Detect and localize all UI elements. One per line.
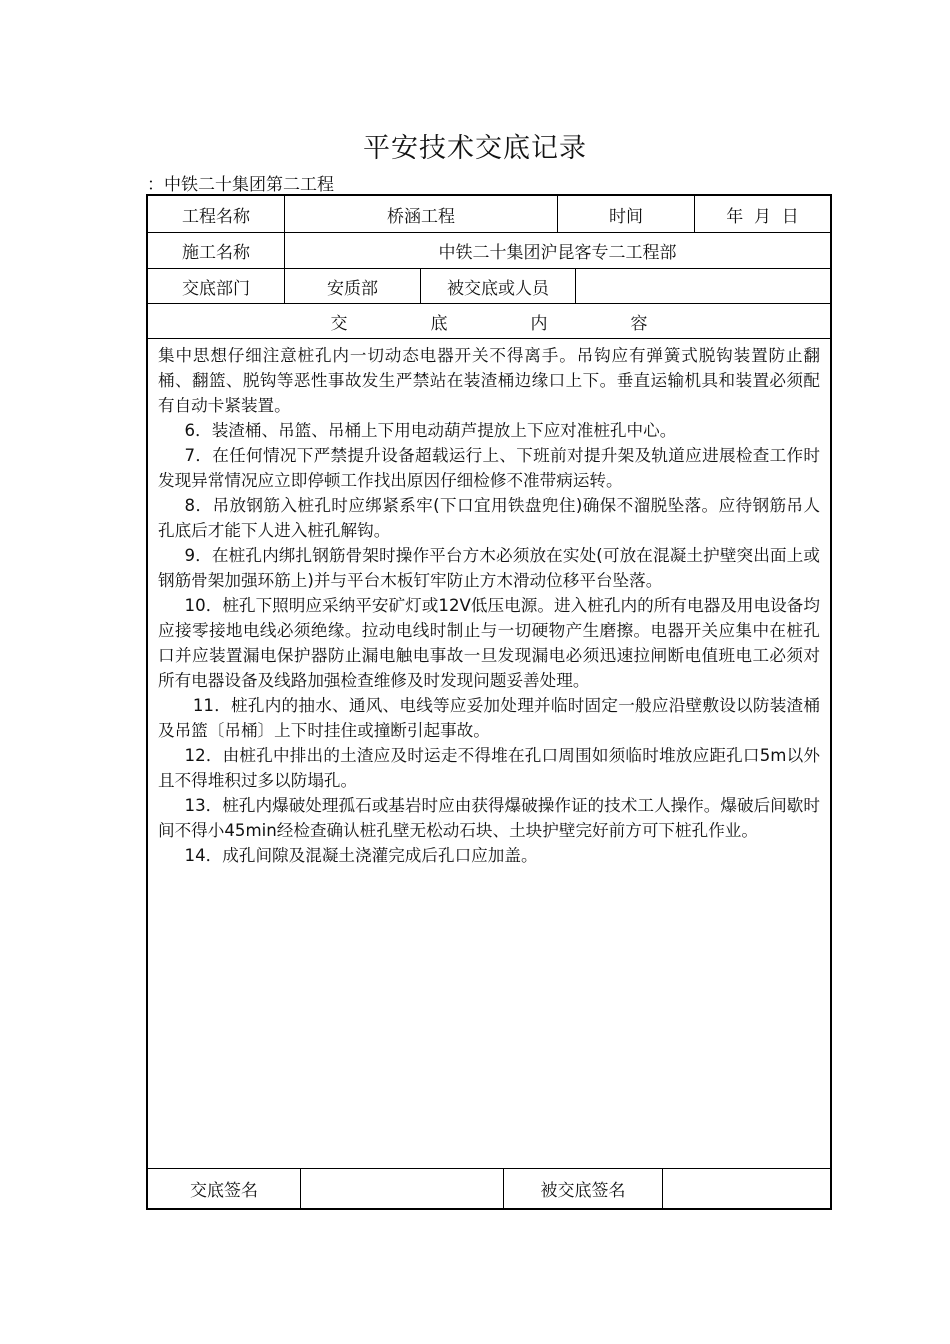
content-paragraph: 6．装渣桶、吊篮、吊桶上下用电动葫芦提放上下应对准桩孔中心。	[184, 421, 677, 440]
content-paragraph: 13．桩孔内爆破处理孤石或基岩时应由获得爆破操作证的技术工人操作。爆破后间歇时间不得小45min经检查确认桩孔壁无松动石块、土块护壁完好前方可下桩孔作业。	[158, 796, 820, 840]
recipient-label: 被交底或人员	[421, 269, 576, 303]
row-project	[148, 196, 830, 233]
content-paragraph: 12．由桩孔中排出的土渣应及时运走不得堆在孔口周围如须临时堆放应距孔口5m以外且不得堆积过多以防塌孔。	[158, 746, 820, 790]
date-value: 年 月 日	[726, 206, 799, 227]
dept-label: 交底部门	[148, 269, 285, 303]
content-paragraph: 11．桩孔内的抽水、通风、电线等应妥加处理并临时固定一般应沿壁敷设以防装渣桶及吊篮〔吊桶〕上下时挂住或撞断引起事故。	[158, 696, 820, 740]
row-department	[148, 269, 830, 304]
content-paragraph: 9．在桩孔内绑扎钢筋骨架时操作平台方木必须放在实处(可放在混凝土护壁突出面上或钢筋骨架加强环筋上)并与平台木板钉牢防止方木滑动位移平台坠落。	[158, 546, 820, 590]
content-heading-char: 内	[530, 313, 548, 334]
content-paragraph: 7．在任何情况下严禁提升设备超载运行上、下班前对提升架及轨道应进展检查工作时发现异常情况应立即停顿工作找出原因仔细检修不准带病运转。	[158, 446, 820, 490]
content-heading-char: 交	[330, 313, 348, 334]
recipient-sign-value	[663, 1169, 830, 1208]
content-paragraph: 10．桩孔下照明应采纳平安矿灯或12V低压电源。进入桩孔内的所有电器及用电设备均应接零接地电线必须绝缘。拉动电线时制止与一切硬物产生磨擦。电器开关应集中在桩孔口并应装置漏电保护器防止漏电触电事故一旦发现漏电必须迅速拉闸断电值班电工必须对所有电器设备及线路加强检查维修及时发现问题妥善处理。	[158, 596, 820, 690]
row-signatures	[148, 1169, 830, 1208]
content-heading-char: 容	[630, 313, 648, 334]
content-body	[148, 339, 830, 1169]
construction-name-label: 施工名称	[148, 233, 285, 268]
construction-name-value: 中铁二十集团沪昆客专二工程部	[438, 243, 677, 263]
project-name-label: 工程名称	[148, 196, 285, 232]
recipient-value	[576, 269, 830, 303]
time-label: 时间	[558, 196, 695, 232]
row-content-heading	[148, 304, 830, 339]
record-table	[146, 194, 832, 1210]
recipient-sign-label: 被交底签名	[504, 1169, 663, 1208]
row-construction	[148, 233, 830, 269]
unit-line: ：中铁二十集团第二工程	[147, 175, 334, 195]
project-name-value: 桥涵工程	[285, 196, 558, 232]
content-heading-char: 底	[430, 313, 448, 334]
content-paragraph: 8．吊放钢筋入桩孔时应绑紧系牢(下口宜用铁盘兜住)确保不溜脱坠落。应待钢筋吊人孔底后才能下人进入桩孔解钩。	[158, 496, 820, 540]
content-heading	[148, 304, 830, 338]
content-paragraph: 集中思想仔细注意桩孔内一切动态电器开关不得离手。吊钩应有弹簧式脱钩装置防止翻桶、翻篮、脱钩等恶性事故发生严禁站在装渣桶边缘口上下。垂直运输机具和装置必须配有自动卡紧装置。	[158, 346, 820, 415]
sign-label: 交底签名	[148, 1169, 301, 1208]
sign-value	[301, 1169, 504, 1208]
dept-value: 安质部	[285, 269, 421, 303]
content-paragraph: 14．成孔间隙及混凝土浇灌完成后孔口应加盖。	[184, 846, 538, 865]
document-title: 平安技术交底记录	[363, 133, 587, 164]
